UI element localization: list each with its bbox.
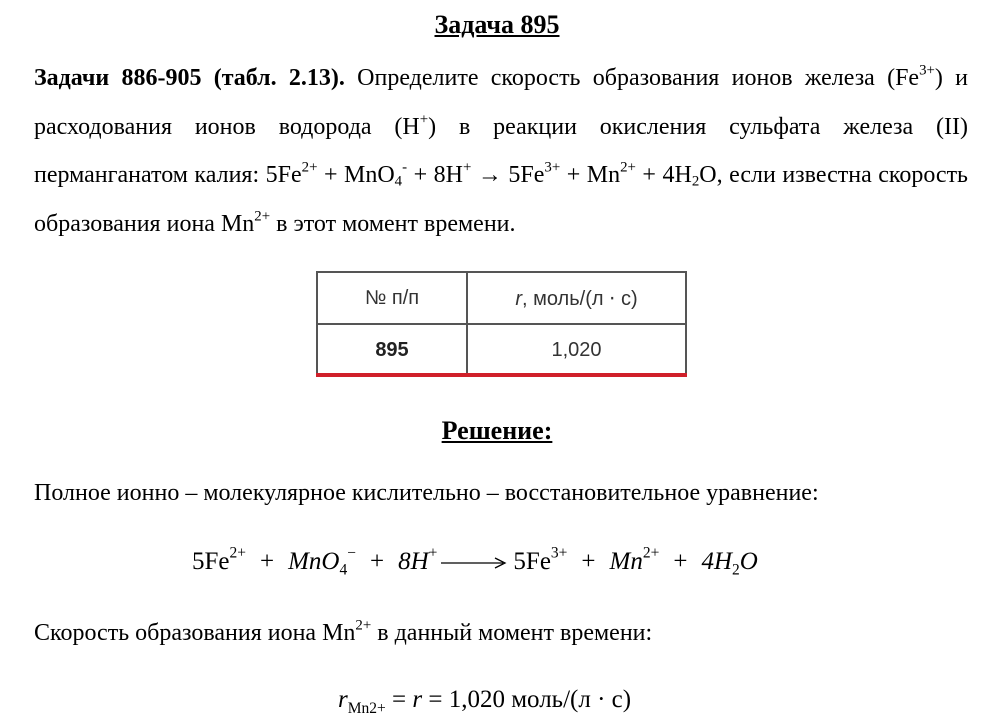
superscript: 2+ (301, 159, 318, 176)
subscript: 4 (394, 173, 403, 190)
superscript: + (462, 159, 472, 176)
table-accent-line (316, 373, 687, 377)
problem-label: Задачи 886-905 (табл. 2.13). (34, 65, 345, 91)
eq-subscript: 2 (732, 561, 740, 579)
text-run: ) и расходования ионов водорода (H (34, 65, 968, 140)
table-header-row (317, 272, 686, 324)
eq-plus: + (260, 548, 275, 575)
superscript: 2+ (620, 159, 636, 176)
text-run: + 8H (407, 162, 463, 188)
rate-symbol: r (515, 287, 522, 310)
text-run: O, если известна скорость образования иона Mn (34, 162, 969, 237)
eq-charge: 2+ (229, 544, 246, 562)
superscript: 2+ (355, 617, 372, 634)
superscript: 3+ (544, 159, 561, 176)
superscript: + (419, 111, 429, 128)
text-run: → 5Fe (471, 162, 545, 188)
rate-symbol: r (412, 686, 423, 713)
subscript: 2 (691, 173, 700, 190)
table-row (317, 324, 686, 376)
text-run: Определите скорость образования ионов железа (Fe (344, 65, 920, 91)
superscript: - (402, 159, 408, 176)
ionic-equation (192, 544, 758, 579)
equals-sign: = (385, 686, 413, 713)
data-table-container (316, 271, 687, 377)
eq-term: Mn (609, 548, 643, 575)
eq-subscript: 4 (339, 561, 348, 579)
data-table (316, 271, 687, 377)
header-rate (467, 272, 686, 324)
paragraph-rate-intro (34, 617, 653, 647)
superscript: 3+ (919, 62, 935, 79)
text-run: + MnO (317, 162, 395, 188)
eq-term: O (739, 548, 758, 575)
rate-unit: , моль/(л ⋅ с) (522, 287, 638, 310)
text-run: ) в реакции окисления сульфата железа (II) перманганатом калия: 5Fe (34, 113, 968, 188)
eq-term: 4H (701, 548, 733, 575)
eq-term: 5Fe (192, 548, 230, 575)
reaction-arrow-icon (441, 556, 507, 570)
eq-charge: 3+ (550, 544, 568, 562)
header-number: № п/п (317, 272, 467, 324)
problem-statement (34, 54, 968, 248)
eq-charge: + (428, 544, 438, 562)
rate-equation (338, 686, 632, 717)
rate-symbol: r (338, 686, 348, 713)
eq-term: MnO (288, 548, 340, 575)
solution-title: Решение: (441, 416, 553, 445)
eq-plus: + (673, 548, 688, 575)
text-run: в этот момент времени. (270, 210, 516, 237)
paragraph-equation-intro: Полное ионно – молекулярное кислительно – восстановительное уравнение: (34, 480, 819, 506)
eq-plus: + (581, 548, 596, 575)
eq-plus: + (370, 548, 385, 575)
rate-value: = 1,020 моль/(л · с) (422, 686, 632, 713)
rate-subscript: Mn2+ (347, 700, 386, 717)
eq-charge: − (347, 544, 356, 562)
text-run: в данный момент времени: (371, 620, 653, 646)
text-run: + Mn (560, 162, 621, 188)
eq-charge: 2+ (642, 544, 660, 562)
cell-rate: 1,020 (467, 324, 686, 376)
cell-number: 895 (317, 324, 467, 376)
superscript: 2+ (254, 208, 271, 225)
problem-title: Задача 895 (434, 10, 560, 39)
text-run: + 4H (635, 162, 692, 188)
eq-term: 5Fe (513, 548, 551, 575)
text-run: Скорость образования иона Mn (34, 620, 356, 646)
eq-term: 8H (398, 548, 429, 575)
